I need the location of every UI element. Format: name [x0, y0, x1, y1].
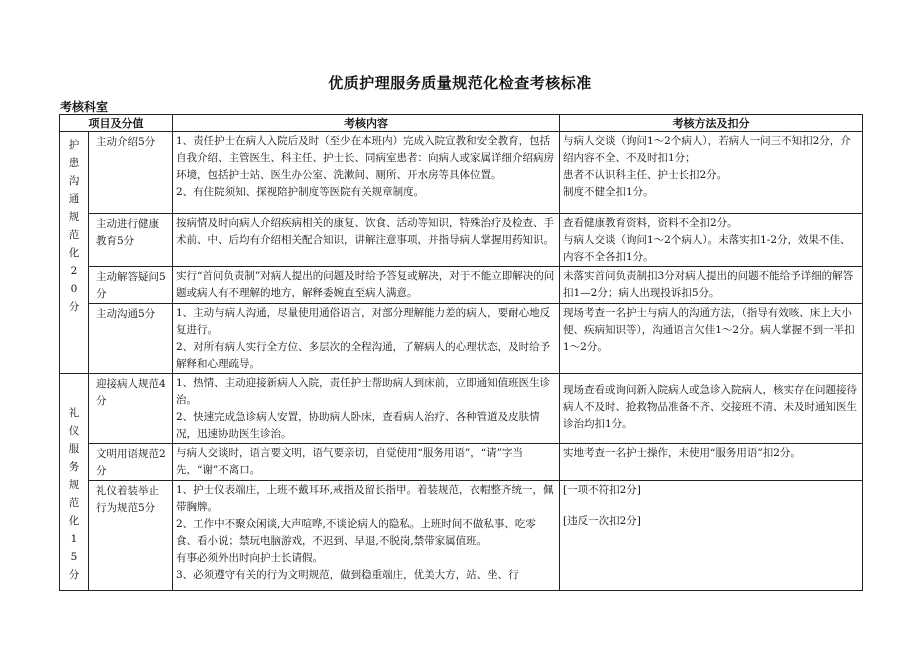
content-cell: 1、热情、主动迎接新病人入院，责任护士帮助病人到床前，立即通知值班医生诊治。 2、快速完成急诊病人安置，协助病人卧床，查看病人治疗、各种管道及皮肤情况，迅速协助医生诊治。 — [173, 374, 560, 444]
table-row — [60, 304, 863, 374]
method-cell: 实地考查一名护士操作，未使用“服务用语”扣2分。 — [560, 444, 863, 481]
table-row — [60, 374, 863, 444]
item-cell: 主动解答疑问5分 — [89, 267, 173, 304]
item-cell: 文明用语规范2分 — [89, 444, 173, 481]
table-row — [60, 132, 863, 214]
category-cell: 礼仪服务规范化15分 — [60, 374, 89, 591]
content-cell: 实行“首问负责制”对病人提出的问题及时给予答复或解决，对于不能立即解决的问题或病人有不理解的地方，解释委婉直至病人满意。 — [173, 267, 560, 304]
method-cell: 现场查看或询问新入院病人或急诊入院病人，核实存在问题接待病人不及时、抢救物品准备不齐、交接班不清、未及时通知医生诊治均扣1分。 — [560, 374, 863, 444]
header-item-score: 项目及分值 — [60, 115, 173, 132]
table-header-row — [60, 115, 863, 132]
header-content: 考核内容 — [173, 115, 560, 132]
item-cell: 迎接病人规范4分 — [89, 374, 173, 444]
header-method: 考核方法及扣分 — [560, 115, 863, 132]
item-cell: 主动介绍5分 — [89, 132, 173, 214]
category-cell: 护患沟通规范化20分 — [60, 132, 89, 374]
method-cell: 与病人交谈（询问1～2个病人），若病人一问三不知扣2分，介绍内容不全、不及时扣1分； 患者不认识科主任、护士长扣2分。 制度不健全扣1分。 — [560, 132, 863, 214]
content-cell: 1、主动与病人沟通，尽量使用通俗语言，对部分理解能力差的病人，要耐心地反复进行。 2、对所有病人实行全方位、多层次的全程沟通，了解病人的心理状态，及时给予解释和心理疏导。 — [173, 304, 560, 374]
method-cell: 未落实首问负责制扣3分对病人提出的问题不能给予详细的解答扣1—2分；病人出现投诉扣5分。 — [560, 267, 863, 304]
table-row — [60, 444, 863, 481]
item-cell: 礼仪着装举止行为规范5分 — [89, 481, 173, 591]
method-cell: [一项不符扣2分] [违反一次扣2分] — [560, 481, 863, 591]
item-cell: 主动沟通5分 — [89, 304, 173, 374]
department-label: 考核科室 — [60, 100, 109, 114]
table-row — [60, 267, 863, 304]
method-cell: 现场考查一名护士与病人的沟通方法，（指导有效咳、床上大小便、疾病知识等），沟通语言欠佳1～2分。病人掌握不到一半扣1～2分。 — [560, 304, 863, 374]
content-cell: 与病人交谈时，语言要文明，语气要亲切，自觉使用“服务用语”，“请”字当先，“谢”不离口。 — [173, 444, 560, 481]
page-title: 优质护理服务质量规范化检查考核标准 — [328, 74, 592, 92]
method-cell: 查看健康教育资料，资料不全扣2分。 与病人交谈（询问1～2个病人）。未落实扣1-2分，效果不佳、内容不全各扣1分。 — [560, 214, 863, 267]
assessment-table — [59, 114, 863, 591]
content-cell: 1、责任护士在病人入院后及时（至少在本班内）完成入院宣教和安全教育，包括自我介绍、主管医生、科主任、护士长、同病室患者：向病人或家属详细介绍病房环境，包括护士站、医生办公室、洗漱间、厕所、开水房等具体位置。 2、有住院须知、探视陪护制度等医院有关规章制度。 — [173, 132, 560, 214]
table-row — [60, 214, 863, 267]
content-cell: 1、护士仪表端庄，上班不戴耳环,戒指及留长指甲。着装规范，衣帽整齐统一，佩带胸牌。 2、工作中不聚众闲谈,大声喧哗,不谈论病人的隐私。上班时间不做私事、吃零食、看小说；禁玩电脑游戏，不迟到、早退,不脱岗,禁带家属值班。 有事必须外出时向护士长请假。 3、必须遵守有关的行为文明规范，做到稳重端庄，优美大方，站、坐、行 — [173, 481, 560, 591]
table-row — [60, 481, 863, 591]
item-cell: 主动进行健康教育5分 — [89, 214, 173, 267]
content-cell: 按病情及时向病人介绍疾病相关的康复、饮食、活动等知识，特殊治疗及检查、手术前、中、后均有介绍相关配合知识，讲解注意事项，并指导病人掌握用药知识。 — [173, 214, 560, 267]
